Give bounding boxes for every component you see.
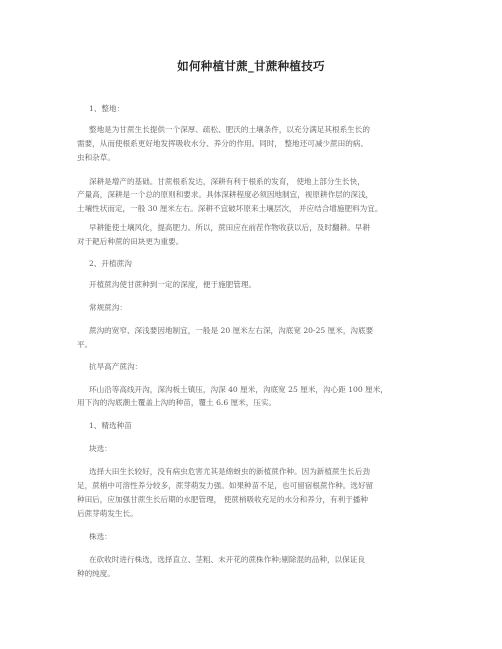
paragraph-line: 对于耙后种蔗的田块更为重要。 (77, 237, 184, 246)
heading-1: 1、整地： (89, 104, 125, 113)
paragraph-line: 足，蔗梢中可溶性养分较多，蔗芽萌发力强。如果种苗不足，也可留宿根蔗作种。选好留 (77, 481, 374, 490)
subheading: 株选： (89, 532, 112, 541)
document-title: 如何种植甘蔗_甘蔗种植技巧 (177, 59, 325, 73)
paragraph-line: 种田后，应加强甘蔗生长后期的水肥管理， 使蔗梢吸收充足的水分和养分，有利于播种 (77, 495, 368, 504)
subheading: 抗旱高产蔗沟： (89, 362, 143, 371)
paragraph-line: 虫和杂草。 (77, 153, 115, 162)
paragraph-line: 早耕能使土壤风化，提高肥力。所以，蔗田应在前茬作物收获以后，及时翻耕。早耕 (89, 223, 370, 232)
paragraph-line: 种的纯度。 (77, 569, 115, 578)
heading-3: 1、精选种苗 (89, 421, 132, 430)
paragraph-line: 环山沿等高线开沟，深沟板土镇压，沟深 40 厘米，沟底宽 25 厘米，沟心距 100 厘米， (89, 385, 388, 394)
paragraph-line: 土壤性状而定，一般 30 厘米左右。深耕不宜破坏原来土壤层次， 并应结合增施肥料为宜。 (77, 204, 383, 213)
paragraph-line: 深耕是增产的基础。甘蔗根系发达，深耕有利于根系的发育， 使地上部分生长快， (89, 177, 365, 186)
paragraph-line: 在砍收时进行株选，选择直立、茎粗、未开花的蔗株作种;剔除混的品种，以保证良 (89, 555, 365, 564)
paragraph-line: 选择大田生长较好，没有病虫危害尤其是绵蚜虫的新植蔗作种。因为新植蔗生长后劲 (89, 467, 370, 476)
paragraph-line: 产量高，深耕是一个总的原则和要求。具体深耕程度必须因地制宜，视原耕作层的深浅， (77, 190, 374, 199)
subheading: 块选： (89, 444, 112, 453)
paragraph-line: 需要，从而使根系更好地发挥吸收水分、养分的作用。同时， 整地还可减少蔗田的病、 (77, 139, 368, 148)
paragraph-line: 用下沟的沟底潮土覆盖上沟的种苗，覆土 6.6 厘米，压实。 (77, 398, 277, 407)
paragraph-line: 开植蔗沟使甘蔗种到一定的深度，便于施肥管理。 (89, 280, 257, 289)
paragraph-line: 平。 (77, 340, 93, 349)
heading-2: 2、开植蔗沟 (89, 259, 132, 268)
paragraph-line: 整地是为甘蔗生长提供一个深厚、疏松、肥沃的土壤条件，以充分满足其根系生长的 (89, 125, 370, 134)
paragraph-line: 蔗沟的宽窄、深浅要因地制宜，一般是 20 厘米左右深，沟底宽 20-25 厘米，沟底要 (89, 326, 374, 335)
subheading: 常规蔗沟： (89, 303, 127, 312)
paragraph-line: 后蔗芽萌发生长。 (77, 509, 138, 518)
